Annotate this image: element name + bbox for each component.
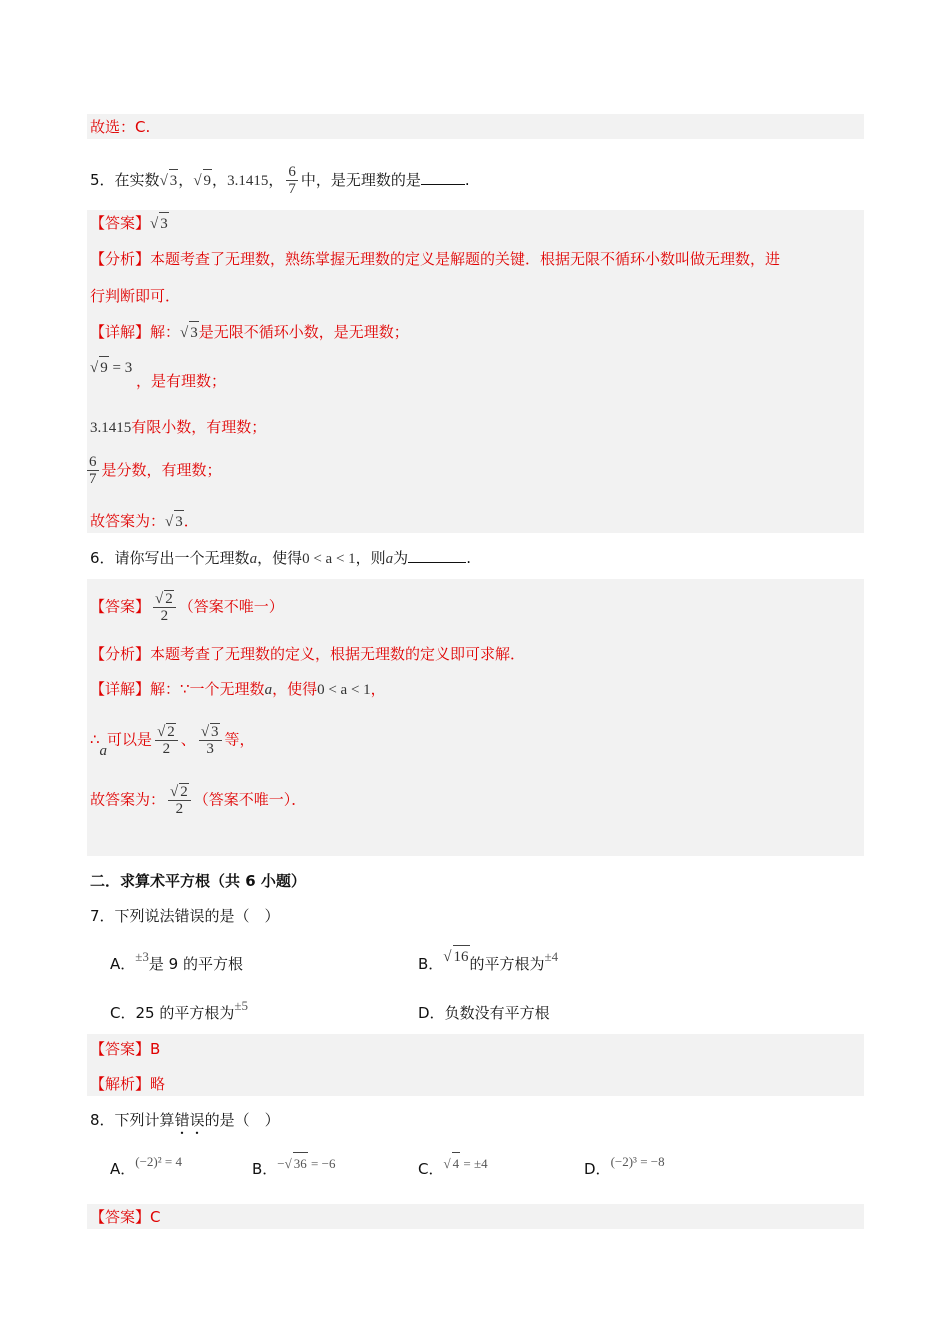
q7-option-c-text: 25 的平方根为 (135, 1004, 235, 1022)
q5-final (90, 510, 199, 533)
q5-final-value: √ 3 (165, 514, 184, 530)
q5-n2: √ 9 (193, 173, 212, 189)
q5-detail4 (87, 454, 222, 487)
q6-detail-inequality: 0 < a < 1 (317, 682, 371, 698)
q6-detail2 (90, 723, 255, 757)
q6-final-note: （答案不唯一）． (193, 790, 307, 809)
q6-text2: ，使得 (257, 549, 303, 567)
q6-separator: 、 (180, 730, 196, 749)
q7-explain (90, 1073, 165, 1095)
q6-detail-text2: ，使得 (272, 680, 318, 698)
q7-text: 下列说法错误的是（ ） (114, 907, 280, 925)
q5-analysis-line1 (90, 248, 780, 270)
q7-answer (90, 1038, 160, 1060)
q5-answer (90, 212, 169, 235)
q7-option-b-math: √ 16 (443, 949, 469, 965)
q8-option-c-math: √ 4 = ±4 (443, 1156, 487, 1171)
q7-option-d[interactable] (418, 1002, 550, 1024)
q5-detail4-text: 是分数，有理数； (101, 461, 222, 479)
q5-final-text: 故答案为： (90, 512, 166, 530)
q5-analysis-text1: 本题考查了无理数，熟练掌握无理数的定义是解题的关键．根据无限不循环小数叫做无理数，进 (150, 250, 781, 268)
q5-n3: 3.1415 (227, 173, 269, 189)
q5-detail3 (90, 416, 266, 439)
q6-final-text: 故答案为： (90, 790, 166, 809)
q8-option-a-math: (−2)² = 4 (135, 1154, 182, 1169)
q6-final (90, 783, 306, 817)
q5-detail-line1 (90, 321, 409, 344)
q6-analysis (90, 643, 525, 665)
q8-text-emphasis: 错误 (174, 1111, 205, 1129)
q7-option-d-label: D． (418, 1004, 445, 1022)
q6-detail1: 【详解】解：∵一个无理数a，使得0 < a < 1， (90, 680, 386, 698)
q7-explain-value: 略 (150, 1075, 166, 1093)
q5-detail1-text: 是无限不循环小数，是无理数； (198, 323, 409, 341)
q6-answer-blank[interactable] (408, 548, 466, 563)
q8-answer-label: 【答案】 (90, 1208, 151, 1226)
q8-option-a[interactable] (110, 1154, 182, 1181)
q6-text3: ，则 (355, 549, 386, 567)
q8-text-after: 的是（ ） (204, 1111, 280, 1129)
q6-number: 6． (90, 549, 115, 567)
q6-detail-text1: 解：∵一个无理数 (150, 680, 265, 698)
q8-answer (90, 1206, 161, 1228)
q8-number: 8． (90, 1111, 115, 1129)
q7-option-c[interactable] (110, 998, 248, 1025)
q7-solution-box (87, 1034, 864, 1096)
q7-question (90, 905, 280, 927)
q6-answer (90, 590, 284, 624)
q6-text4: 为 (393, 549, 409, 567)
q5-text-before: 在实数 (114, 171, 160, 189)
q5-detail3-text: 有限小数，有理数； (131, 418, 267, 436)
q7-option-a[interactable] (110, 949, 243, 976)
q6-analysis-text: 本题考查了无理数的定义，根据无理数的定义即可求解． (150, 645, 526, 663)
q6-etc: 等， (224, 730, 255, 749)
q8-option-d-math: (−2)³ = −8 (610, 1154, 665, 1169)
q7-explain-label: 【解析】 (90, 1075, 151, 1093)
q6-detail2-var: a (99, 742, 108, 759)
q5-analysis-label: 【分析】 (90, 250, 151, 268)
q6-therefore: ∴ (90, 730, 100, 749)
q6-answer-fraction: $\frac{√ 2}{2}$ (153, 590, 176, 624)
q6-opt1-fraction: $\frac{√ 2}{2}$ (155, 723, 178, 757)
q5-detail2-math: √ 9 = 3 (90, 356, 132, 379)
q7-option-b-pm: ±4 (544, 949, 559, 964)
q8-text-before: 下列计算 (114, 1111, 175, 1129)
q6-var: a (249, 551, 258, 567)
q5-fraction: $\frac{6}{7}$ (288, 164, 296, 197)
q6-question (90, 547, 471, 570)
q5-end: . (464, 171, 470, 189)
q5-answer-label: 【答案】 (90, 214, 151, 232)
q7-option-b[interactable] (418, 949, 559, 976)
q5-detail3-value: 3.1415 (90, 420, 132, 436)
q7-answer-value: B (150, 1040, 161, 1058)
q7-option-d-text: 负数没有平方根 (444, 1004, 550, 1022)
q6-detail-var: a (264, 682, 273, 698)
q8-option-b-label: B． (252, 1160, 278, 1178)
q8-option-c[interactable] (418, 1158, 488, 1181)
q7-option-c-label: C． (110, 1004, 136, 1022)
q7-number: 7． (90, 907, 115, 925)
q6-end: . (466, 549, 471, 567)
q5-answer-blank[interactable] (421, 170, 465, 185)
q7-option-b-label: B． (418, 955, 444, 973)
q6-can-be: 可以是 (107, 730, 153, 749)
q6-var-2: a (385, 551, 394, 567)
q8-option-a-label: A． (110, 1160, 136, 1178)
q5-detail-label: 【详解】 (90, 323, 151, 341)
q7-answer-label: 【答案】 (90, 1040, 151, 1058)
q8-answer-value: C (150, 1208, 161, 1226)
q8-option-b-math: −√ 36 = −6 (277, 1156, 335, 1171)
q8-option-b[interactable] (252, 1158, 335, 1181)
q5-n1: √ 3 (160, 173, 179, 189)
q6-final-fraction: $\frac{√ 2}{2}$ (168, 783, 191, 817)
q5-detail1-value: √ 3 (180, 325, 199, 341)
q7-option-a-math: ±3 (135, 949, 149, 964)
q7-option-b-text: 的平方根为 (469, 955, 545, 973)
section2-title: 二．求算术平方根（共 6 小题） (90, 872, 306, 890)
q7-option-a-label: A． (110, 955, 136, 973)
q6-analysis-label: 【分析】 (90, 645, 151, 663)
q7-option-a-text: 是 9 的平方根 (148, 955, 243, 973)
q8-option-d[interactable] (584, 1154, 665, 1181)
q5-detail4-fraction: $\frac{6}{7}$ (89, 454, 97, 487)
q6-answer-label: 【答案】 (90, 597, 151, 616)
q8-option-c-label: C． (418, 1160, 444, 1178)
q5-text-after: 中，是无理数的是 (300, 171, 421, 189)
q8-option-d-label: D． (584, 1160, 611, 1178)
q8-solution-box (87, 1204, 864, 1229)
q8-question (90, 1109, 280, 1138)
q6-opt2-fraction: $\frac{√ 3}{3}$ (199, 723, 222, 757)
q6-inequality: 0 < a < 1 (302, 551, 356, 567)
q5-detail2-text: ，是有理数； (136, 372, 227, 390)
q4-conclusion-box (87, 114, 864, 139)
q6-detail-label: 【详解】 (90, 680, 151, 698)
q6-answer-note: （答案不唯一） (178, 597, 284, 616)
q5-question: 5．在实数√ 3，√ 9，3.1415， $\frac{6}{7}$ 中，是无理数的是 . (90, 164, 470, 197)
q6-text1: 请你写出一个无理数 (114, 549, 250, 567)
q5-analysis-line2: 行判断即可． (90, 287, 181, 305)
q7-option-c-math: ±5 (234, 998, 248, 1013)
q5-detail-intro: 解： (150, 323, 181, 341)
q5-number: 5． (90, 171, 115, 189)
q5-answer-value: √ 3 (150, 216, 169, 232)
q4-conclusion: 故选：C. (90, 118, 151, 136)
q5-final-end: ． (183, 512, 199, 530)
